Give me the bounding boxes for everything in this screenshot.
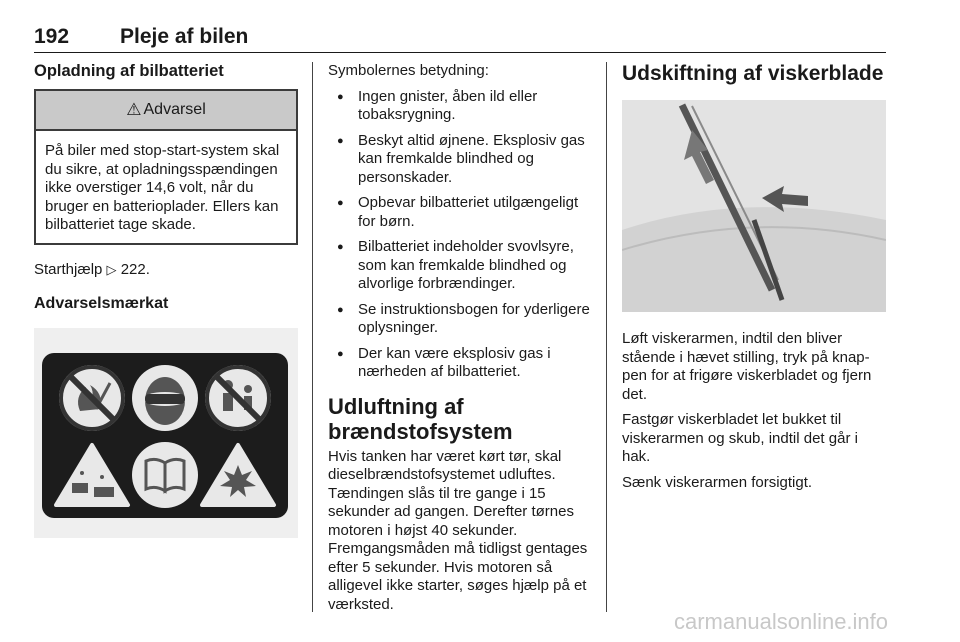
list-item: ● Ingen gnister, åben ild eller tobaksrygning.	[328, 88, 590, 125]
column-divider	[606, 62, 607, 612]
symbol-meanings-list	[328, 88, 590, 382]
subheading-warning-label: Advarselsmærkat	[34, 295, 169, 312]
section-heading-wiper-blades: Udskiftning af viskerblade	[622, 62, 884, 85]
warning-title: Advarsel	[143, 101, 206, 118]
section-title: Opladning af bilbatteriet	[34, 62, 224, 80]
battery-warning-label-image	[34, 328, 298, 538]
reference-arrow-icon: ▷	[106, 261, 117, 277]
column-divider	[312, 62, 313, 612]
warning-symbols	[42, 353, 288, 518]
list-item: ● Bilbatteriet indeholder svovlsyre, som kan fremkalde blindhed og alvorlige forbrændinger.	[328, 238, 590, 294]
symbols-intro: Symbolernes betydning:	[328, 62, 489, 79]
warning-text: På biler med stop-start-system skal du sikre, at opladningsspændingen ikke overstiger 14,6 volt, når du bruger en batterioplader. Ellers kan bilbatteriet tage skade.	[45, 142, 280, 233]
wiper-blade-image	[622, 100, 886, 312]
reference-text: Starthjælp	[34, 260, 103, 278]
list-item: ● Se instruktionsbogen for yderligere oplysninger.	[328, 301, 590, 338]
list-item: ● Opbevar bilbatteriet utilgængeligt for børn.	[328, 194, 590, 231]
page-number: 192	[34, 25, 70, 48]
section-heading-fuel-venting: Udluftning af brændstofsystem	[328, 393, 513, 444]
keep-away-children-icon	[205, 365, 271, 431]
warning-header	[36, 91, 296, 131]
explosive-gas-icon	[202, 445, 274, 505]
column-2	[328, 62, 590, 614]
watermark: carmanualsonline.info	[674, 609, 889, 634]
list-item: ● Der kan være eksplosiv gas i nærheden af bilbatteriet.	[328, 345, 590, 382]
column-1	[34, 62, 298, 538]
list-item: ● Beskyt altid øjnene. Eksplosiv gas kan fremkalde blindhed og personskader.	[328, 132, 590, 188]
eye-protection-icon	[132, 365, 198, 431]
warning-icon: ⚠	[126, 100, 142, 119]
warning-box	[34, 89, 298, 245]
chapter-title: Pleje af bilen	[120, 25, 249, 48]
wiper-illustration	[622, 100, 886, 312]
instruction-paragraph: Løft viskerarmen, indtil den bliver stående i hævet stilling, tryk på knappen for at frigøre viskerbladet og fjern det.	[622, 330, 872, 403]
instruction-paragraph: Fastgør viskerbladet let bukket til viskerarmen og skub, indtil det går i hak.	[622, 411, 858, 465]
cross-reference	[34, 261, 298, 280]
corrosive-acid-icon	[56, 445, 128, 505]
column-3	[622, 62, 886, 492]
page-header	[34, 22, 886, 53]
fuel-venting-text: Hvis tanken har været kørt tør, skal dieselbrændstofsystemet udluftes. Tændingen slås til tre gange i 15 sekunder ad gangen. Derefter tørnes motoren i højst 40 sekunder. Fremgangsmåden må tidligst gentages efter 5 sekunder. Hvis motoren så alligevel ikke starter, søges hjælp på et værksted.	[328, 447, 588, 613]
read-manual-icon	[132, 442, 198, 508]
instruction-paragraph: Sænk viskerarmen forsigtigt.	[622, 473, 813, 491]
reference-page: 222.	[120, 260, 150, 278]
no-fire-icon	[59, 365, 125, 431]
